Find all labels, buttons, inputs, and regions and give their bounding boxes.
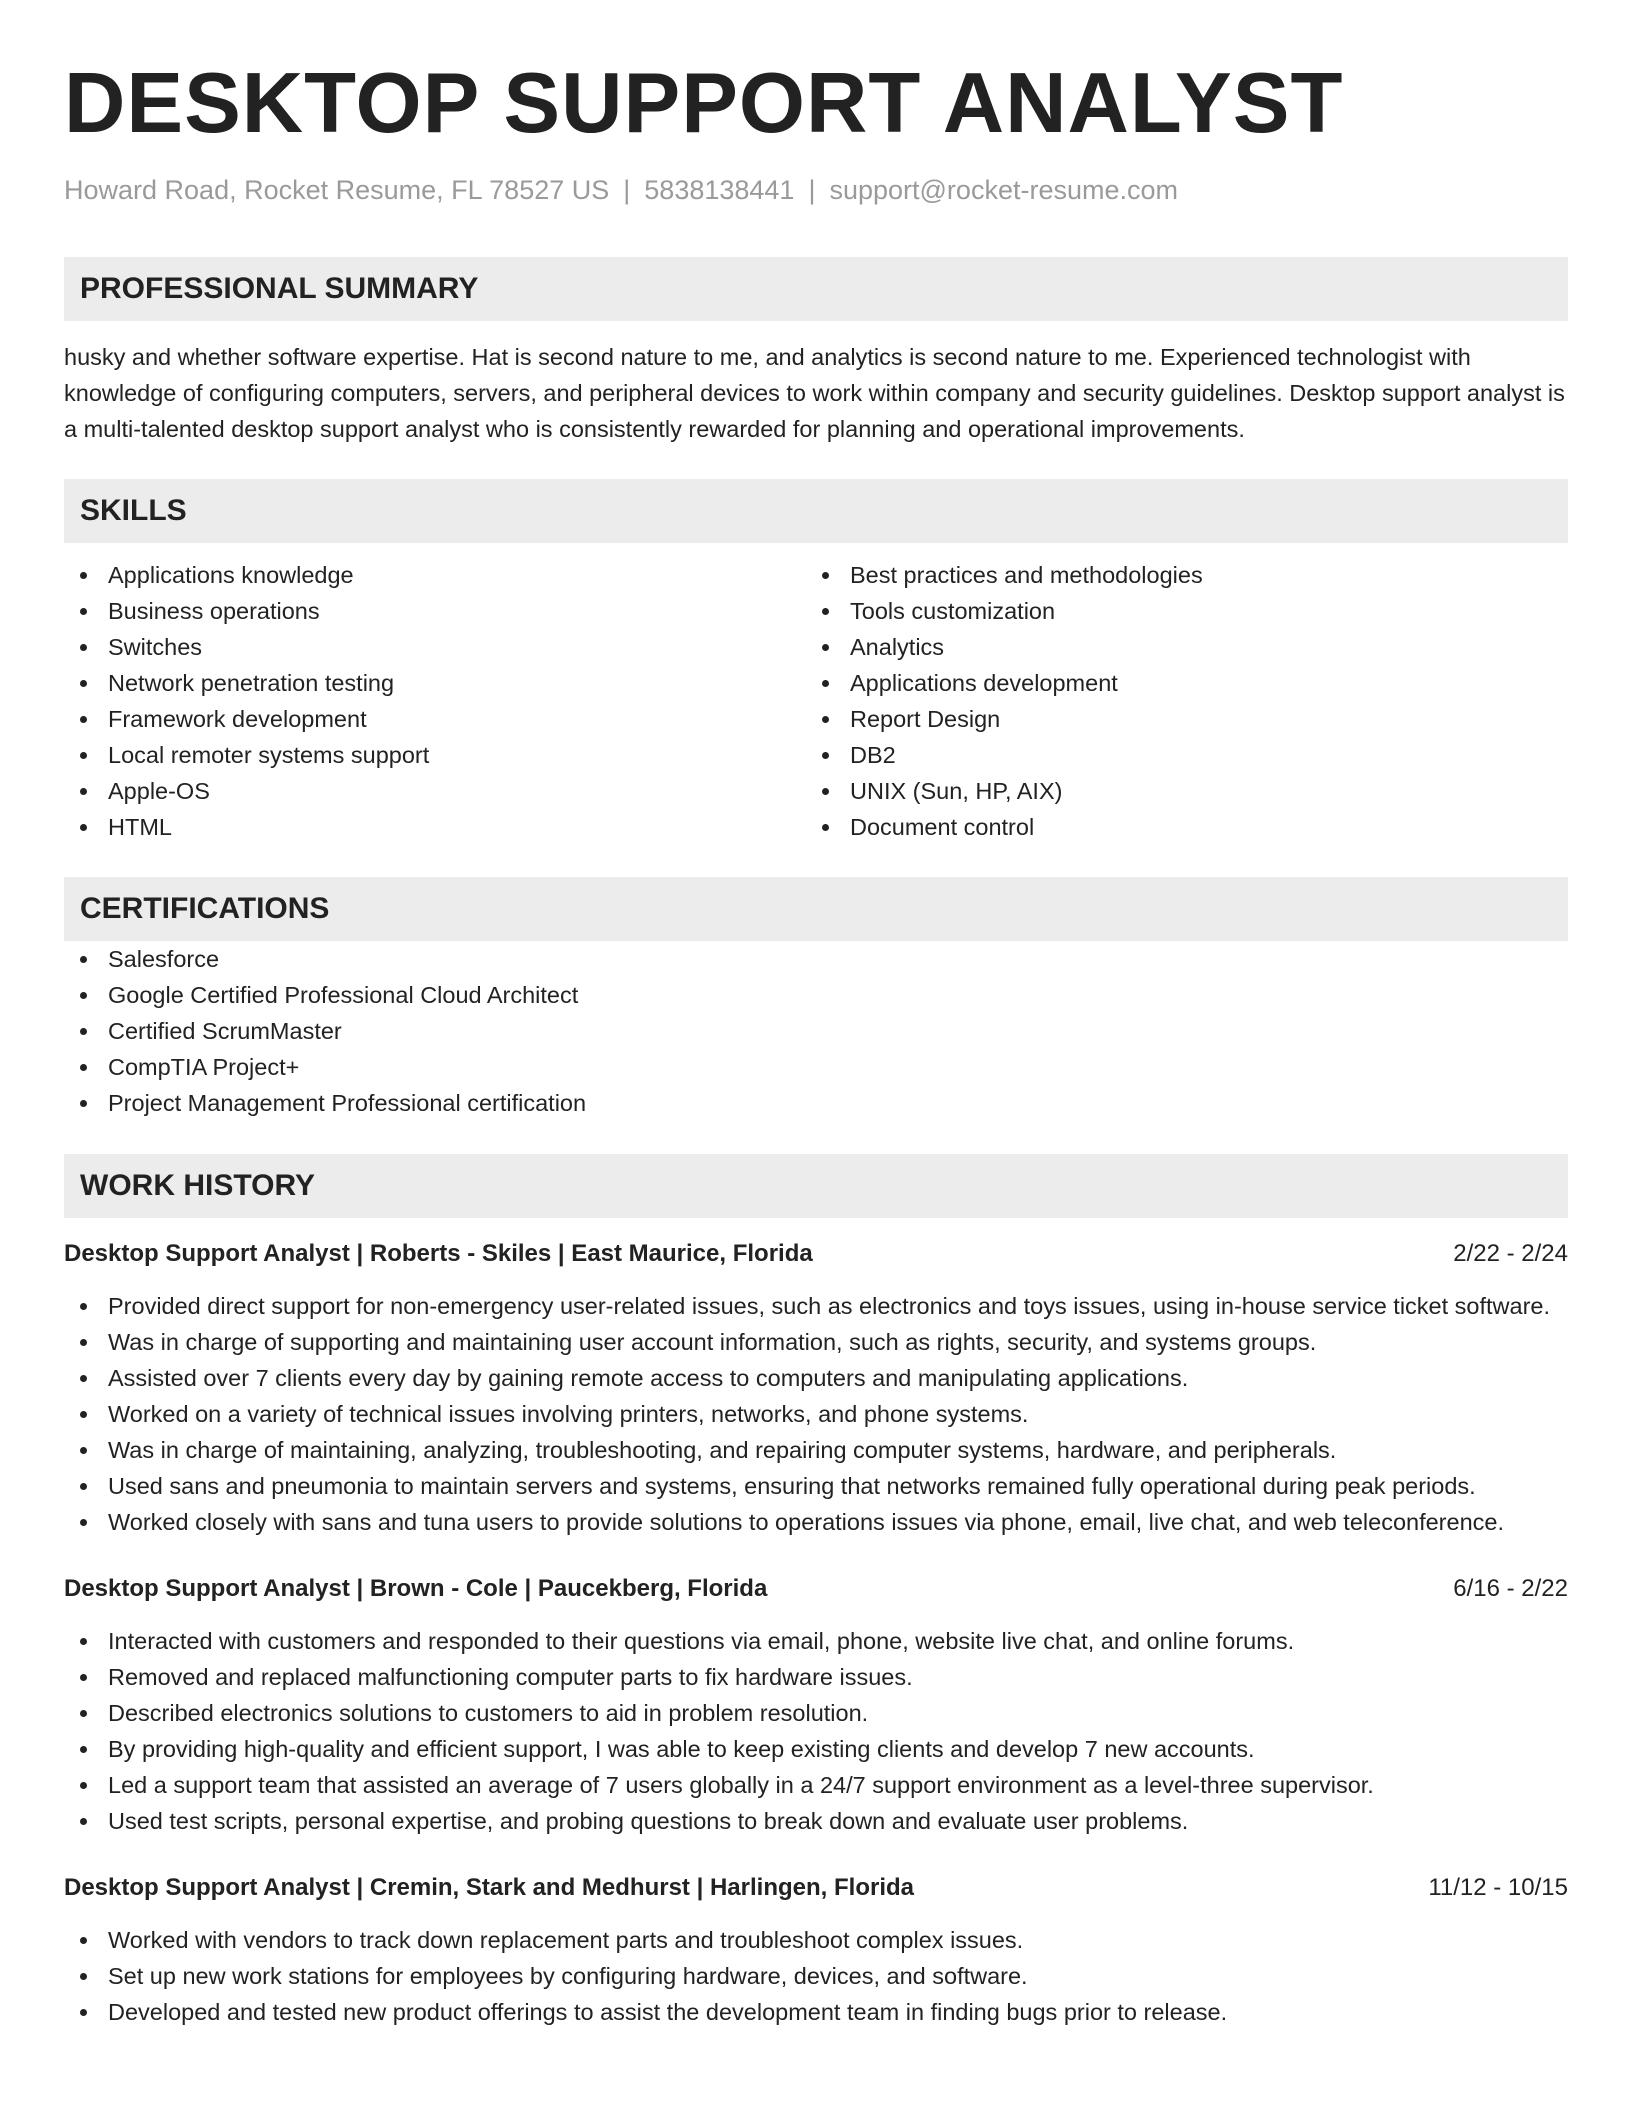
- skill-item: Local remoter systems support: [64, 737, 806, 773]
- certification-item: Google Certified Professional Cloud Architect: [64, 977, 1568, 1013]
- section-header-summary: PROFESSIONAL SUMMARY: [64, 257, 1568, 321]
- contact-address: Howard Road, Rocket Resume, FL 78527 US: [64, 175, 610, 205]
- job-entry: [64, 1571, 1568, 1839]
- certifications-list: [64, 941, 1568, 1121]
- job-bullet: Was in charge of maintaining, analyzing, troubleshooting, and repairing computer systems, hardware, and peripherals.: [64, 1432, 1568, 1468]
- job-title: Desktop Support Analyst | Brown - Cole | Paucekberg, Florida: [64, 1575, 768, 1602]
- skill-item: Apple-OS: [64, 773, 806, 809]
- job-dates: 2/22 - 2/24: [1453, 1240, 1568, 1267]
- job-bullet: Removed and replaced malfunctioning computer parts to fix hardware issues.: [64, 1659, 1568, 1695]
- job-header: [64, 1571, 1568, 1607]
- contact-email: support@rocket-resume.com: [829, 175, 1178, 205]
- job-bullet: Worked closely with sans and tuna users to provide solutions to operations issues via phone, email, live chat, and web teleconference.: [64, 1504, 1568, 1540]
- certification-item: Certified ScrumMaster: [64, 1013, 1568, 1049]
- job-entry: [64, 1870, 1568, 2030]
- job-bullet: Used test scripts, personal expertise, and probing questions to break down and evaluate user problems.: [64, 1803, 1568, 1839]
- skill-item: Applications development: [806, 665, 1548, 701]
- job-bullet: Used sans and pneumonia to maintain servers and systems, ensuring that networks remained fully operational during peak periods.: [64, 1468, 1568, 1504]
- job-title: Desktop Support Analyst | Cremin, Stark and Medhurst | Harlingen, Florida: [64, 1874, 914, 1901]
- skill-item: Switches: [64, 629, 806, 665]
- job-bullets: [64, 1922, 1568, 2030]
- contact-separator: |: [623, 175, 631, 205]
- job-dates: 11/12 - 10/15: [1428, 1874, 1568, 1901]
- section-header-skills: SKILLS: [64, 479, 1568, 543]
- job-bullet: Provided direct support for non-emergency user-related issues, such as electronics and toys issues, using in-house service ticket software.: [64, 1288, 1568, 1324]
- resume-page: [64, 0, 1568, 2030]
- job-dates: 6/16 - 2/22: [1453, 1575, 1568, 1602]
- skill-item: Framework development: [64, 701, 806, 737]
- job-bullet: Assisted over 7 clients every day by gaining remote access to computers and manipulating applications.: [64, 1360, 1568, 1396]
- certification-item: Salesforce: [64, 941, 1568, 977]
- job-bullet: Was in charge of supporting and maintaining user account information, such as rights, security, and systems groups.: [64, 1324, 1568, 1360]
- job-title: Desktop Support Analyst | Roberts - Skiles | East Maurice, Florida: [64, 1240, 813, 1267]
- certification-item: CompTIA Project+: [64, 1049, 1568, 1085]
- job-bullet: Led a support team that assisted an average of 7 users globally in a 24/7 support environment as a level-three supervisor.: [64, 1767, 1568, 1803]
- skill-item: Report Design: [806, 701, 1548, 737]
- skill-item: UNIX (Sun, HP, AIX): [806, 773, 1548, 809]
- job-bullet: Interacted with customers and responded to their questions via email, phone, website live chat, and online forums.: [64, 1623, 1568, 1659]
- job-header: [64, 1236, 1568, 1272]
- skill-item: Analytics: [806, 629, 1548, 665]
- page-title: DESKTOP SUPPORT ANALYST: [64, 56, 1344, 151]
- job-bullet: Worked with vendors to track down replacement parts and troubleshoot complex issues.: [64, 1922, 1568, 1958]
- skills-grid: [64, 557, 1568, 845]
- job-bullet: Set up new work stations for employees by configuring hardware, devices, and software.: [64, 1958, 1568, 1994]
- skill-item: Tools customization: [806, 593, 1548, 629]
- section-header-certifications: CERTIFICATIONS: [64, 877, 1568, 941]
- certification-item: Project Management Professional certification: [64, 1085, 1568, 1121]
- skill-item: Business operations: [64, 593, 806, 629]
- skill-item: DB2: [806, 737, 1548, 773]
- contact-phone: 5838138441: [644, 175, 795, 205]
- skill-item: Network penetration testing: [64, 665, 806, 701]
- job-bullet: Developed and tested new product offerings to assist the development team in finding bugs prior to release.: [64, 1994, 1568, 2030]
- job-bullet: Worked on a variety of technical issues involving printers, networks, and phone systems.: [64, 1396, 1568, 1432]
- skill-item: Document control: [806, 809, 1548, 845]
- job-header: [64, 1870, 1568, 1906]
- skill-item: Applications knowledge: [64, 557, 806, 593]
- contact-line: [64, 172, 1568, 208]
- section-header-work-history: WORK HISTORY: [64, 1154, 1568, 1218]
- job-bullet: By providing high-quality and efficient support, I was able to keep existing clients and develop 7 new accounts.: [64, 1731, 1568, 1767]
- job-bullet: Described electronics solutions to customers to aid in problem resolution.: [64, 1695, 1568, 1731]
- job-bullets: [64, 1623, 1568, 1839]
- skill-item: Best practices and methodologies: [806, 557, 1548, 593]
- job-entry: [64, 1236, 1568, 1540]
- summary-text: husky and whether software expertise. Hat is second nature to me, and analytics is second nature to me. Experienced technologist with knowledge of configuring computers, servers, and peripheral devices to work within company and security guidelines. Desktop support analyst is a multi-talented desktop support analyst who is consistently rewarded for planning and operational improvements.: [64, 344, 1565, 442]
- contact-separator: |: [808, 175, 816, 205]
- skills-list-right: [806, 557, 1548, 845]
- skill-item: HTML: [64, 809, 806, 845]
- skills-list-left: [64, 557, 806, 845]
- job-bullets: [64, 1288, 1568, 1540]
